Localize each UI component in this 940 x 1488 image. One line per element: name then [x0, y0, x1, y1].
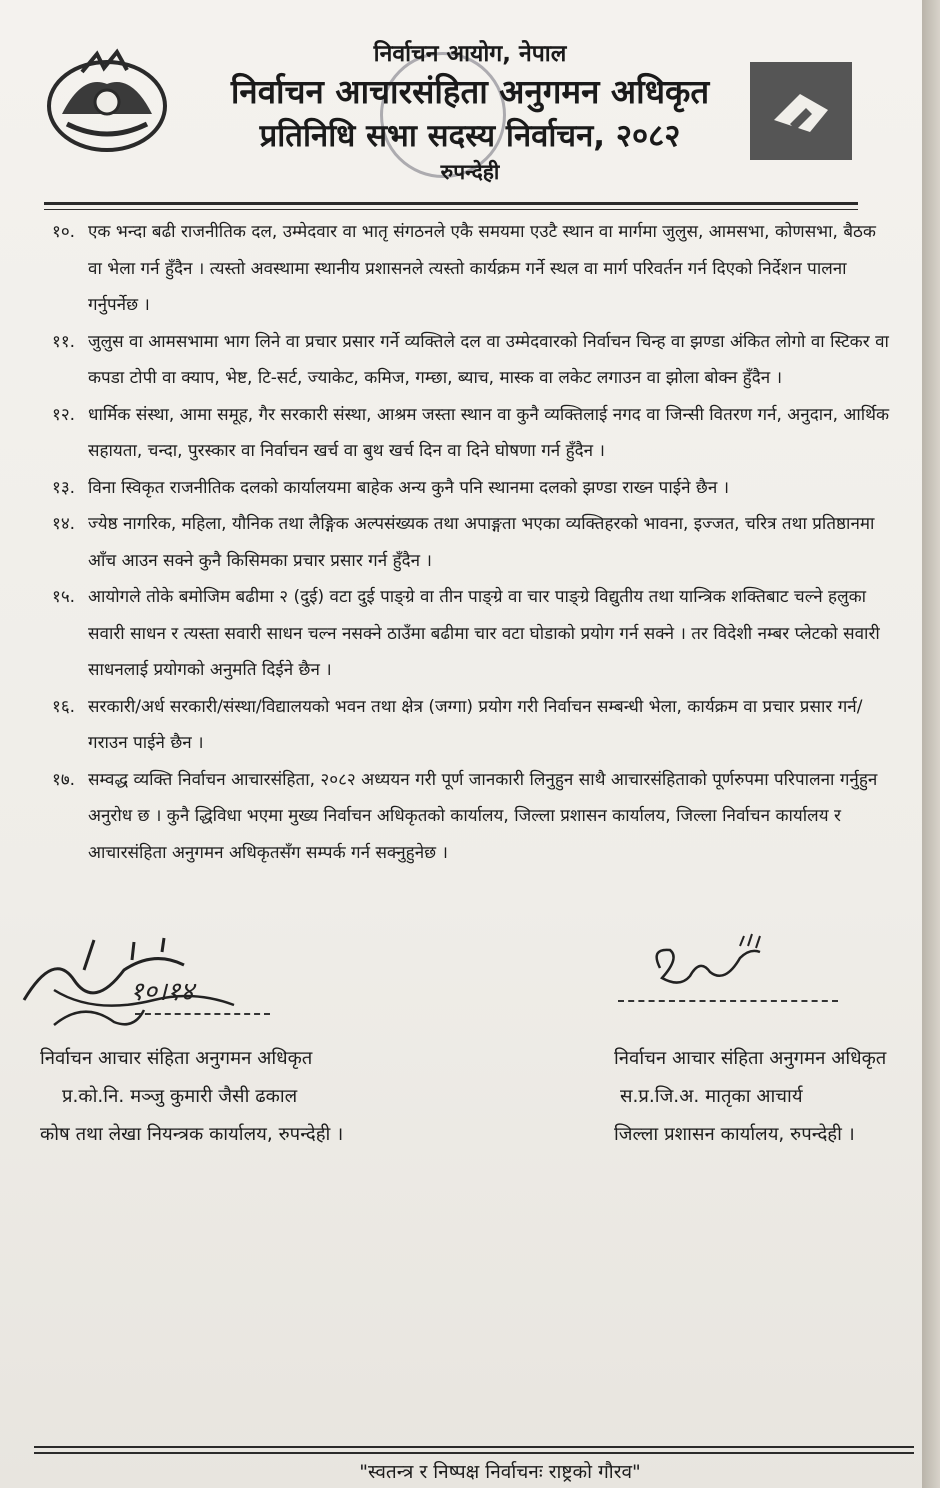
right-signatory-office: जिल्ला प्रशासन कार्यालय, रुपन्देही । [614, 1124, 855, 1145]
left-signatory-name: प्र.को.नि. मञ्जु कुमारी जैसी ढकाल [62, 1086, 298, 1107]
left-signatory-office: कोष तथा लेखा नियन्त्रक कार्यालय, रुपन्देही । [40, 1124, 344, 1145]
right-signature-line [618, 1000, 838, 1002]
list-item [52, 689, 890, 762]
header-title: निर्वाचन आचारसंहिता अनुगमन अधिकृत [230, 72, 710, 111]
header-line-1: निर्वाचन आयोग, नेपाल [373, 41, 567, 67]
item-number: १२. [52, 404, 76, 425]
item-text: जुलुस वा आमसभामा भाग लिने वा प्रचार प्रसार गर्ने व्यक्तिले दल वा उम्मेदवारको निर्वाचन चिन्ह वा झण्डा अंकित लोगो वा स्टिकर वा कपडा टोपी वा क्याप, भेष्ट, टि-सर्ट, ज्याकेट, कमिज, गम्छा, ब्याच, मास्क वा लकेट लगाउन वा झोला बोक्न हुँदैन । [88, 331, 889, 388]
list-item [52, 470, 890, 507]
election-commission-emblem-icon [42, 44, 172, 156]
footer-rule-top [34, 1446, 914, 1448]
footer-rule-bottom [34, 1452, 914, 1454]
list-item [52, 506, 890, 579]
left-signatory-block [40, 1040, 460, 1154]
item-text: विना स्विकृत राजनीतिक दलको कार्यालयमा बाहेक अन्य कुनै पनि स्थानमा दलको झण्डा राख्न पाईने छैन । [88, 477, 730, 498]
item-number: ११. [52, 331, 76, 352]
right-signatory-block [614, 1040, 914, 1154]
right-signatory-name: स.प्र.जि.अ. मातृका आचार्य [620, 1086, 803, 1107]
right-signatory-title: निर्वाचन आचार संहिता अनुगमन अधिकृत [614, 1048, 887, 1069]
item-text: सरकारी/अर्ध सरकारी/संस्था/विद्यालयको भवन तथा क्षेत्र (जग्गा) प्रयोग गरी निर्वाचन सम्बन्धी भेला, कार्यक्रम वा प्रचार प्रसार गर्न/गराउन पाईने छैन । [88, 696, 863, 753]
item-number: १५. [52, 587, 76, 607]
left-signatory-title: निर्वाचन आचार संहिता अनुगमन अधिकृत [40, 1048, 313, 1069]
left-signature-line [135, 1013, 270, 1015]
item-text: सम्वद्ध व्यक्ति निर्वाचन आचारसंहिता, २०८२ अध्ययन गरी पूर्ण जानकारी लिनुहुन साथै आचारसंहिताको पूर्णरुपमा परिपालना गर्नुहुन अनुरोध छ । कुनै द्धिविधा भएमा मुख्य निर्वाचन अधिकृतको कार्यालय, जिल्ला प्रशासन कार्यालय, जिल्ला निर्वाचन कार्यालय र आचारसंहिता अनुगमन अधिकृतसँग सम्पर्क गर्न सक्नुहुनेछ । [88, 769, 878, 863]
code-of-conduct-list [52, 214, 890, 871]
header-rule-thick [44, 202, 858, 205]
header-rule-thin [44, 209, 858, 210]
item-text: धार्मिक संस्था, आमा समूह, गैर सरकारी संस्था, आश्रम जस्ता स्थान वा कुनै व्यक्तिलाई नगद वा जिन्सी वितरण गर्न, अनुदान, आर्थिक सहायता, चन्दा, पुरस्कार वा निर्वाचन खर्च वा बुथ खर्च दिन वा दिने घोषणा गर्न हुँदैन । [88, 404, 890, 461]
item-number: १४. [52, 514, 76, 534]
list-item [52, 762, 890, 872]
header-district: रुपन्देही [440, 160, 500, 184]
list-item [52, 579, 890, 689]
item-number: १०. [52, 222, 76, 242]
item-number: १७. [52, 769, 76, 790]
list-item [52, 397, 890, 470]
item-text: एक भन्दा बढी राजनीतिक दल, उम्मेदवार वा भातृ संगठनले एकै समयमा एउटै स्थान वा मार्गमा जुलुस, आमसभा, कोणसभा, बैठक वा भेला गर्न हुँदैन । त्यस्तो अवस्थामा स्थानीय प्रशासनले त्यस्तो कार्यक्रम गर्ने स्थल वा मार्ग परिवर्तन गर्न दिएको निर्देशन पालना गर्नुपर्नेछ । [88, 222, 876, 315]
list-item [52, 214, 890, 324]
left-signature-date: १०।१४ [130, 977, 194, 1007]
desk-edge [922, 0, 940, 1488]
item-number: १३. [52, 477, 76, 498]
election-symbol-icon [750, 62, 852, 160]
header-subtitle: प्रतिनिधि सभा सदस्य निर्वाचन, २०८२ [259, 118, 681, 154]
item-text: ज्येष्ठ नागरिक, महिला, यौनिक तथा लैङ्गिक अल्पसंख्यक तथा अपाङ्गता भएका व्यक्तिहरको भावना, इज्जत, चरित्र तथा प्रतिष्ठानमा आँच आउन सक्ने कुनै किसिमका प्रचार प्रसार गर्न हुँदैन । [88, 514, 875, 571]
item-number: १६. [52, 696, 76, 717]
footer-motto: "स्वतन्त्र र निष्पक्ष निर्वाचनः राष्ट्रको गौरव" [359, 1461, 641, 1483]
list-item [52, 324, 890, 397]
item-text: आयोगले तोके बमोजिम बढीमा २ (दुई) वटा दुई पाङ्ग्रे वा तीन पाङ्ग्रे वा चार पाङ्ग्रे विद्युतीय तथा यान्त्रिक शक्तिबाट चल्ने हलुका सवारी साधन र त्यस्ता सवारी साधन चल्न नसक्ने ठाउँमा बढीमा चार वटा घोडाको प्रयोग गर्न सक्ने । तर विदेशी नम्बर प्लेटको सवारी साधनलाई प्रयोगको अनुमति दिईने छैन । [88, 587, 880, 680]
right-signature-icon [640, 928, 780, 1000]
